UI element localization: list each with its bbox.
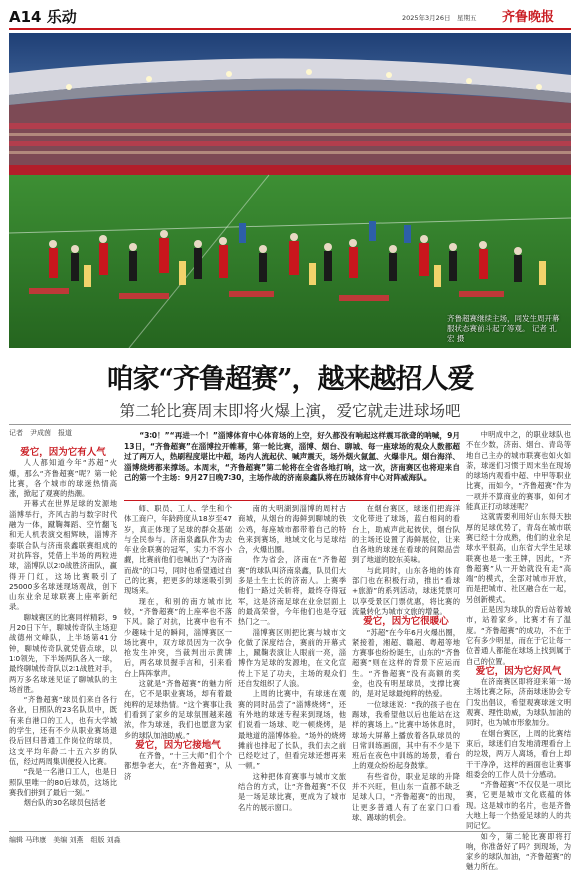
section-subheading: 爱它，因为它好风气 — [475, 665, 562, 677]
article-paragraph: 这就是“齐鲁超赛”的魅力所在，它不是职业赛场，却有着最纯粹的足球热情。“这个赛事让我们看到了家乡的足球氛围越来越浓，作为球迷，我们也愿意为家乡的球队加油助威。” — [124, 679, 232, 740]
article-paragraph: 在烟台赛区，球迷们把海洋文化带进了球场，蓝白相间的看台上，助威声此起彼伏，烟台队的主场还设置了海鲜展位，让来自各地的球迷在看球的间隙品尝到了地道的胶东美味。 — [352, 504, 460, 565]
article-paragraph: “齐鲁超赛”不仅仅是一项比赛，它更是城市文化底蕴的体现。这是城市的名片，也是齐鲁大地上每一个热爱足球的人的共同记忆。 — [466, 780, 571, 831]
article-paragraph: 师、职员、工人、学生和个体工商户，年龄跨度从18岁至47岁，真正体现了足球的群众基础与全民参与。济南泉鑫队作为去年业余联赛的冠军，实力不容小觑，比赛前他们也喊出了“为济南而战”的口号，同时也希望通过自己的比赛，把更多的球迷吸引到现场来。 — [124, 504, 232, 596]
article-paragraph: 南的大明湖到淄博的周村古商城，从烟台的海鲜到聊城的铁公鸡，每座城市都带着自己的特色来到赛场，地域文化与足球结合，火爆出圈。 — [238, 504, 346, 555]
article-paragraph: 这种把体育赛事与城市文旅结合的方式，让“齐鲁超赛”不仅是一场足球比赛，更成为了城市名片的展示窗口。 — [238, 771, 346, 812]
photo-caption: 齐鲁超赛继续主场，同发生周开幕服状态赛前斗起了等观。 记者 孔 宏 摄 — [447, 314, 560, 343]
stadium-photo-illustration — [9, 33, 571, 348]
stadium-photo — [9, 33, 571, 348]
article-paragraph: 这就需要利用好山东得天独厚的足球优势了，青岛在城市联赛已经十分成熟，他们的业余足球水平很高，山东省大学生足球联赛也是一张王牌，因此，“齐鲁超赛”从一开始就没有走“高端”的模式，全部对城市开放，而是把城市、社区融合在一起，另创新模式。 — [466, 512, 571, 604]
headline: 咱家“齐鲁超赛”，越来越招人爱 — [106, 364, 474, 395]
article-column-3 — [238, 504, 346, 813]
article-paragraph: “苏超”在今年6月火爆出圈，紧接着，湘超、赣超、粤超等地方赛事也纷纷诞生，山东的“齐鲁超赛”则在这样的背景下应运而生。“齐鲁超赛”没有高额的奖金，也没有明星球员，支撑比赛的，是对足球最纯粹的热爱。 — [352, 627, 460, 699]
article-paragraph: 在济南赛区即将迎来第一场主场比赛之际，济南球迷协会专门发出倡议，希望观赛球迷文明观赛、理性助威，为球队加油的同时，也为城市形象加分。 — [466, 677, 571, 728]
editor-credits: 编辑 马玮康 美编 刘燕 组版 刘淼 — [9, 836, 121, 844]
article-paragraph: 与此同时，山东各地的体育部门也在积极行动，推出“看球+旅游”的系列活动，球迷凭票可以享受景区门票优惠，将比赛的流量转化为城市文旅的增量。 — [352, 565, 460, 616]
article-paragraph: 一位球迷说：“我的孩子也在踢球，我希望他以后也能站在这样的赛场上。”比赛中场休息时，球场大屏幕上播放着各队球员的日常训练画面，其中有不少是下班后在夜色中训练的场景，看台上的观众纷纷起身鼓掌。 — [352, 699, 460, 771]
byline: 记者 尹成茵 报道 — [9, 429, 72, 437]
article-paragraph: 人人都知道今年“苏超”火爆，那么“齐鲁超赛”呢？第一轮比赛，各个城市的球迷热情高涨，掀起了观赛的热潮。 — [9, 458, 117, 499]
article-paragraph: 中明成中之，的职业球队也不在少数，济南、烟台、青岛等地自己主办的城市联赛也如火如荼，球迷们习惯于周末坐在现场的球场内观看中超、中甲等职业比赛，而如今，“齐鲁超赛”作为一项并不算商业的赛事，如何才能真正打动球迷呢？ — [466, 430, 571, 512]
lead-rule — [124, 500, 460, 501]
section-subheading: 爱它，因为它很暖心 — [363, 616, 449, 628]
article-column-1 — [9, 448, 117, 808]
article-column-2 — [124, 504, 232, 782]
article-paragraph: 作为省会，济南在“齐鲁超赛”的球队叫济南泉鑫，队员们大多是土生土长的济南人。上赛季他们一路过关斩将，最终夺得冠军，这是济南足球在业余层面上的最高荣誉，今年他们也是夺冠热门之一。 — [238, 555, 346, 627]
article-paragraph: 烟台队的30名球员包括老 — [23, 798, 106, 808]
headline-rule — [9, 424, 571, 425]
header-rule — [9, 28, 571, 30]
article-paragraph: 现在，和别的南方城市比较，“齐鲁超赛”的上座率也不落下风。除了对抗，比赛中也有不少趣味十足的瞬间，淄博赛区一场比赛中，双方球员因为一次争抢发生冲突，当裁判出示黄牌后，两名球员握手言和，引来看台上阵阵掌声。 — [124, 596, 232, 678]
section-subheading: 爱它，因为它接地气 — [135, 739, 221, 751]
article-paragraph: 在烟台赛区，上周的比赛结束后，球迷们自发地清理看台上的垃圾，两万人离场，看台上却干干净净，这样的画面也让赛事组委会的工作人员十分感动。 — [466, 728, 571, 779]
issue-date: 2025年3月26日 星期五 — [402, 14, 477, 22]
footer-rule — [9, 831, 571, 832]
newspaper-logo: 齐鲁晚报 — [502, 10, 555, 25]
section-subheading: 爱它，因为它有人气 — [20, 447, 106, 458]
article-column-4 — [352, 504, 460, 823]
article-paragraph: 开幕式在世界足球的发源地淄博举行，齐风古韵与数字时代融为一体，蹴鞠舞蹈、空竹翻飞和无人机表演交相辉映，淄博齐泰联合队与济南泉鑫联赛组成的对抗阵容，凭借上半场的两粒进球，淄博队以2∶0战胜济南队，赢得开门红，这场比赛吸引了25000多名球迷现场观战，创下山东业余足球联赛上座率新纪录。 — [9, 499, 117, 612]
article-paragraph: 上周的比赛中，有球迷在观赛的同时品尝了“淄博烧烤”，还有外地的球迷专程来到现场，他们说看一场球、吃一顿烧烤，是最地道的淄博体验。“场外的烧烤摊前也排起了长队，我们去之前已经吃过了，但看完球还想再来一顿。” — [238, 689, 346, 771]
article-paragraph: 如今，第二轮比赛即将打响，你准备好了吗？到现场，为家乡的球队加油，“齐鲁超赛”的魅力所在。 — [466, 831, 571, 872]
article-paragraph: “我是一名港口工人，也是日照队里唯一的80后球员，这场比赛我们拼到了最后一刻。” — [9, 767, 117, 797]
article-paragraph: “齐鲁超赛”球员们来自各行各业，日照队的23名队员中，既有来自港口的工人，也有大学城的学生，还有不少从职业赛场退役后回归普通工作岗位的球员，这支平均年龄二十五六岁的队伍，经过两周集训便投入比赛。 — [9, 695, 117, 766]
article-paragraph: 聊城赛区的比赛同样精彩，9月20日下午，聊城传奇队主场迎战德州文峰队，上半场第41分钟，聊城传奇队就凭借点球，以1∶0领先，下半场两队各入一球，最终聊城传奇队以2∶1战胜对手，两万多名球迷见证了聊城队的主场首胜。 — [9, 612, 117, 694]
subheadline: 第二轮比赛周末即将火爆上演，爱它就走进球场吧 — [119, 402, 461, 420]
lead-paragraph: “3∶0！”“再进一个！”淄博体育中心体育场的上空，好久都没有响起这样震耳欲聋的呐喊，9月13日，“齐鲁超赛”在淄博拉开帷幕，第一轮比赛，淄博、烟台、聊城、每一座球场的观众人数都超过了两万人，热刷程度堪比中超，场内人流起伏、喊声震天，场外烟火氤氲、火爆非凡。烟台海洋、淄博烧烤都来撑场。本周末，“齐鲁超赛”第二轮将在全省各地打响，这一次，济南赛区也将迎来自己的第一个主场：9月27日晚7∶30，主场作战的济南泉鑫队将在历城体育中心对阵威海队。 — [124, 431, 460, 483]
article-column-5 — [466, 430, 571, 872]
article-paragraph: 正是因为球队的背后站着城市，站着家乡，比赛才有了温度。“齐鲁超赛”的成功，不在于它有多少明星，而在于它让每一位普通人都能在球场上找到属于自己的位置。 — [466, 605, 571, 666]
article-paragraph: 有些省份，职业足球的升降并不兴旺，但山东一直都不缺乏足球人口，“齐鲁超赛”的出现，让更多普通人有了在家门口看球、踢球的机会。 — [352, 771, 460, 822]
article-paragraph: 淄博赛区则把比赛与城市文化做了深度结合，赛前的开幕式上，蹴鞠表演让人眼前一亮，淄博作为足球的发源地，在文化宣传上下足了功夫，主场的观众们还自发组织了人浪。 — [238, 627, 346, 689]
article-paragraph: 在齐鲁，“十三大师”们个个都想争老大，在“齐鲁超赛”，从济 — [124, 751, 232, 781]
section-label: A14 乐动 — [9, 8, 77, 26]
